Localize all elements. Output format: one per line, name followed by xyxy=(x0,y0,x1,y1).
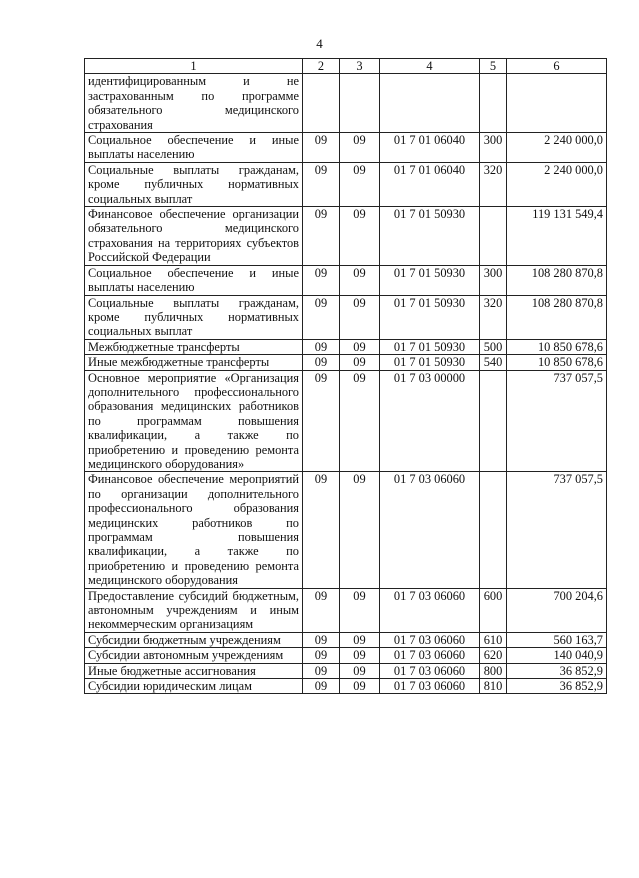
column-header: 4 xyxy=(380,59,480,74)
row-amount: 737 057,5 xyxy=(507,472,607,588)
budget-table xyxy=(84,58,607,694)
row-target-article xyxy=(380,74,480,133)
row-name: Межбюджетные трансферты xyxy=(85,339,303,354)
row-amount xyxy=(507,74,607,133)
row-name: Иные межбюджетные трансферты xyxy=(85,355,303,370)
row-section: 09 xyxy=(303,472,340,588)
row-name: Иные бюджетные ассигнования xyxy=(85,663,303,678)
row-amount: 10 850 678,6 xyxy=(507,355,607,370)
row-amount: 737 057,5 xyxy=(507,370,607,472)
row-section: 09 xyxy=(303,632,340,647)
row-subsection: 09 xyxy=(340,370,380,472)
row-subsection: 09 xyxy=(340,207,380,266)
row-amount: 2 240 000,0 xyxy=(507,162,607,206)
row-target-article: 01 7 03 06060 xyxy=(380,632,480,647)
row-target-article: 01 7 03 00000 xyxy=(380,370,480,472)
table-row xyxy=(85,295,607,339)
column-header: 1 xyxy=(85,59,303,74)
row-section: 09 xyxy=(303,295,340,339)
row-subsection xyxy=(340,74,380,133)
row-expense-type xyxy=(480,370,507,472)
row-name: Социальное обеспечение и иные выплаты населению xyxy=(85,265,303,295)
row-section: 09 xyxy=(303,588,340,632)
page-number: 4 xyxy=(316,36,323,51)
row-subsection: 09 xyxy=(340,679,380,694)
row-subsection: 09 xyxy=(340,588,380,632)
row-target-article: 01 7 03 06060 xyxy=(380,588,480,632)
row-target-article: 01 7 01 50930 xyxy=(380,355,480,370)
row-section: 09 xyxy=(303,265,340,295)
row-target-article: 01 7 01 50930 xyxy=(380,295,480,339)
row-expense-type: 810 xyxy=(480,679,507,694)
row-amount: 700 204,6 xyxy=(507,588,607,632)
table-row xyxy=(85,679,607,694)
row-expense-type: 300 xyxy=(480,133,507,163)
row-name: Основное мероприятие «Организация дополнительного профессионального образования медицинских работников по программам повышения квалификации, а также по приобретению и проведению ремонта медицинского оборудования» xyxy=(85,370,303,472)
column-header: 2 xyxy=(303,59,340,74)
row-subsection: 09 xyxy=(340,162,380,206)
row-amount: 108 280 870,8 xyxy=(507,265,607,295)
row-section: 09 xyxy=(303,370,340,472)
row-subsection: 09 xyxy=(340,632,380,647)
row-expense-type: 500 xyxy=(480,339,507,354)
row-expense-type: 540 xyxy=(480,355,507,370)
row-expense-type: 320 xyxy=(480,162,507,206)
row-section xyxy=(303,74,340,133)
row-subsection: 09 xyxy=(340,472,380,588)
row-target-article: 01 7 03 06060 xyxy=(380,648,480,663)
column-header: 5 xyxy=(480,59,507,74)
row-expense-type: 620 xyxy=(480,648,507,663)
row-subsection: 09 xyxy=(340,648,380,663)
row-target-article: 01 7 03 06060 xyxy=(380,472,480,588)
row-subsection: 09 xyxy=(340,295,380,339)
table-row xyxy=(85,472,607,588)
row-amount: 36 852,9 xyxy=(507,663,607,678)
table-row xyxy=(85,648,607,663)
row-section: 09 xyxy=(303,648,340,663)
row-expense-type: 800 xyxy=(480,663,507,678)
row-subsection: 09 xyxy=(340,663,380,678)
row-name: Социальное обеспечение и иные выплаты населению xyxy=(85,133,303,163)
table-row xyxy=(85,370,607,472)
row-section: 09 xyxy=(303,207,340,266)
row-target-article: 01 7 03 06060 xyxy=(380,679,480,694)
row-name: Субсидии юридическим лицам xyxy=(85,679,303,694)
row-amount: 140 040,9 xyxy=(507,648,607,663)
row-target-article: 01 7 01 50930 xyxy=(380,207,480,266)
table-row xyxy=(85,355,607,370)
row-target-article: 01 7 01 06040 xyxy=(380,133,480,163)
table-row xyxy=(85,207,607,266)
row-amount: 2 240 000,0 xyxy=(507,133,607,163)
row-expense-type: 610 xyxy=(480,632,507,647)
row-name: Социальные выплаты гражданам, кроме публичных нормативных социальных выплат xyxy=(85,162,303,206)
row-name: Финансовое обеспечение мероприятий по организации дополнительного профессионального образования медицинских работников по программам повышения квалификации, а также по приобретению и проведению ремонта медицинского оборудования xyxy=(85,472,303,588)
row-subsection: 09 xyxy=(340,339,380,354)
row-expense-type: 600 xyxy=(480,588,507,632)
row-target-article: 01 7 01 06040 xyxy=(380,162,480,206)
row-amount: 560 163,7 xyxy=(507,632,607,647)
row-amount: 119 131 549,4 xyxy=(507,207,607,266)
row-section: 09 xyxy=(303,162,340,206)
row-expense-type xyxy=(480,472,507,588)
row-name: Финансовое обеспечение организации обязательного медицинского страхования на территориях субъектов Российской Федерации xyxy=(85,207,303,266)
row-amount: 10 850 678,6 xyxy=(507,339,607,354)
row-section: 09 xyxy=(303,355,340,370)
row-target-article: 01 7 01 50930 xyxy=(380,339,480,354)
table-row xyxy=(85,632,607,647)
row-name: Субсидии бюджетным учреждениям xyxy=(85,632,303,647)
row-name: Предоставление субсидий бюджетным, автономным учреждениям и иным некоммерческим организациям xyxy=(85,588,303,632)
table-row xyxy=(85,162,607,206)
row-subsection: 09 xyxy=(340,265,380,295)
row-name: Субсидии автономным учреждениям xyxy=(85,648,303,663)
row-section: 09 xyxy=(303,339,340,354)
row-target-article: 01 7 01 50930 xyxy=(380,265,480,295)
table-header-row xyxy=(85,59,607,74)
table-row xyxy=(85,133,607,163)
row-expense-type: 320 xyxy=(480,295,507,339)
table-row xyxy=(85,663,607,678)
row-expense-type: 300 xyxy=(480,265,507,295)
table-row xyxy=(85,265,607,295)
row-name: идентифицированным и не застрахованным по программе обязательного медицинского страхования xyxy=(85,74,303,133)
row-section: 09 xyxy=(303,663,340,678)
row-expense-type xyxy=(480,207,507,266)
row-amount: 36 852,9 xyxy=(507,679,607,694)
row-expense-type xyxy=(480,74,507,133)
row-section: 09 xyxy=(303,133,340,163)
table-row xyxy=(85,74,607,133)
row-name: Социальные выплаты гражданам, кроме публичных нормативных социальных выплат xyxy=(85,295,303,339)
column-header: 6 xyxy=(507,59,607,74)
row-section: 09 xyxy=(303,679,340,694)
column-header: 3 xyxy=(340,59,380,74)
row-amount: 108 280 870,8 xyxy=(507,295,607,339)
table-row xyxy=(85,339,607,354)
row-target-article: 01 7 03 06060 xyxy=(380,663,480,678)
table-row xyxy=(85,588,607,632)
row-subsection: 09 xyxy=(340,355,380,370)
row-subsection: 09 xyxy=(340,133,380,163)
